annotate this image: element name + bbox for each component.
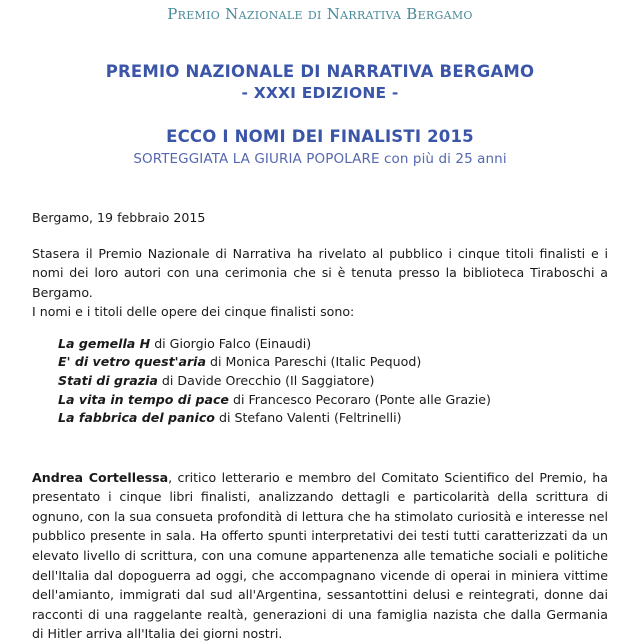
- finalists-heading: ECCO I NOMI DEI FINALISTI 2015: [166, 127, 474, 147]
- page-title: PREMIO NAZIONALE DI NARRATIVA BERGAMO: [105, 62, 535, 81]
- book-title: Stati di grazia: [58, 373, 158, 389]
- dateline: Bergamo, 19 febbraio 2015: [32, 210, 206, 226]
- list-item: [58, 391, 608, 410]
- book-author-publisher: di Francesco Pecoraro (Ponte alle Grazie): [228, 391, 491, 407]
- finalists-list: [32, 335, 608, 428]
- title-block-primary: [0, 61, 640, 104]
- book-title: La vita in tempo di pace: [58, 391, 229, 407]
- list-item: [58, 335, 608, 354]
- title-block-secondary: [0, 126, 640, 169]
- intro-paragraph: [32, 244, 608, 301]
- intro-paragraph-text: Stasera il Premio Nazionale di Narrativa ha rivelato al pubblico i cinque titoli finalisti e i nomi dei loro autori con una cerimonia che si è tenuta presso la biblioteca Tiraboschi a Bergamo.: [32, 246, 608, 300]
- list-item: [58, 409, 608, 428]
- book-title: La fabbrica del panico: [58, 410, 215, 426]
- jury-note: SORTEGGIATA LA GIURIA POPOLARE con più di 25 anni: [133, 151, 507, 168]
- site-header-title: Premio Nazionale di Narrativa Bergamo: [167, 5, 473, 23]
- person-name: Andrea Cortellessa: [32, 469, 169, 485]
- list-item: [58, 353, 608, 372]
- book-author-publisher: di Stefano Valenti (Feltrinelli): [214, 410, 402, 426]
- book-title: La gemella H: [58, 335, 151, 351]
- book-author-publisher: di Davide Orecchio (Il Saggiatore): [157, 373, 375, 389]
- edition-subtitle: - XXXI EDIZIONE -: [241, 84, 399, 103]
- list-item: [58, 372, 608, 391]
- book-author-publisher: di Monica Pareschi (Italic Pequod): [206, 354, 422, 370]
- document-content: [32, 209, 608, 643]
- book-author-publisher: di Giorgio Falco (Einaudi): [150, 335, 312, 351]
- book-title: E' di vetro quest'aria: [58, 354, 206, 370]
- intro-paragraph-line-2: I nomi e i titoli delle opere dei cinque finalisti sono:: [32, 303, 355, 319]
- closing-paragraph-text: , critico letterario e membro del Comitato Scientifico del Premio, ha presentato i cinque libri finalisti, analizzando dettagli e particolarità della scrittura di ognuno, con la sua consueta profondità di lettura che ha stimolato curiosità e interesse nel pubblico presente in sala. Ha offerto spunti interpretativi dei testi tutti caratterizzati da un elevato livello di scrittura, con una comune appartenenza alle tematiche sociali e politiche dell'Italia dal dopoguerra ad oggi, che accompagnano vicende di operai in miniera vittime dell'amianto, immigrati dal sud all'Argentina, sessantottini delusi e reintegrati, donne dai racconti di una raggelante realtà, generazioni di una famiglia nazista che dalla Germania di Hitler arriva all'Italia dei giorni nostri.: [32, 469, 608, 642]
